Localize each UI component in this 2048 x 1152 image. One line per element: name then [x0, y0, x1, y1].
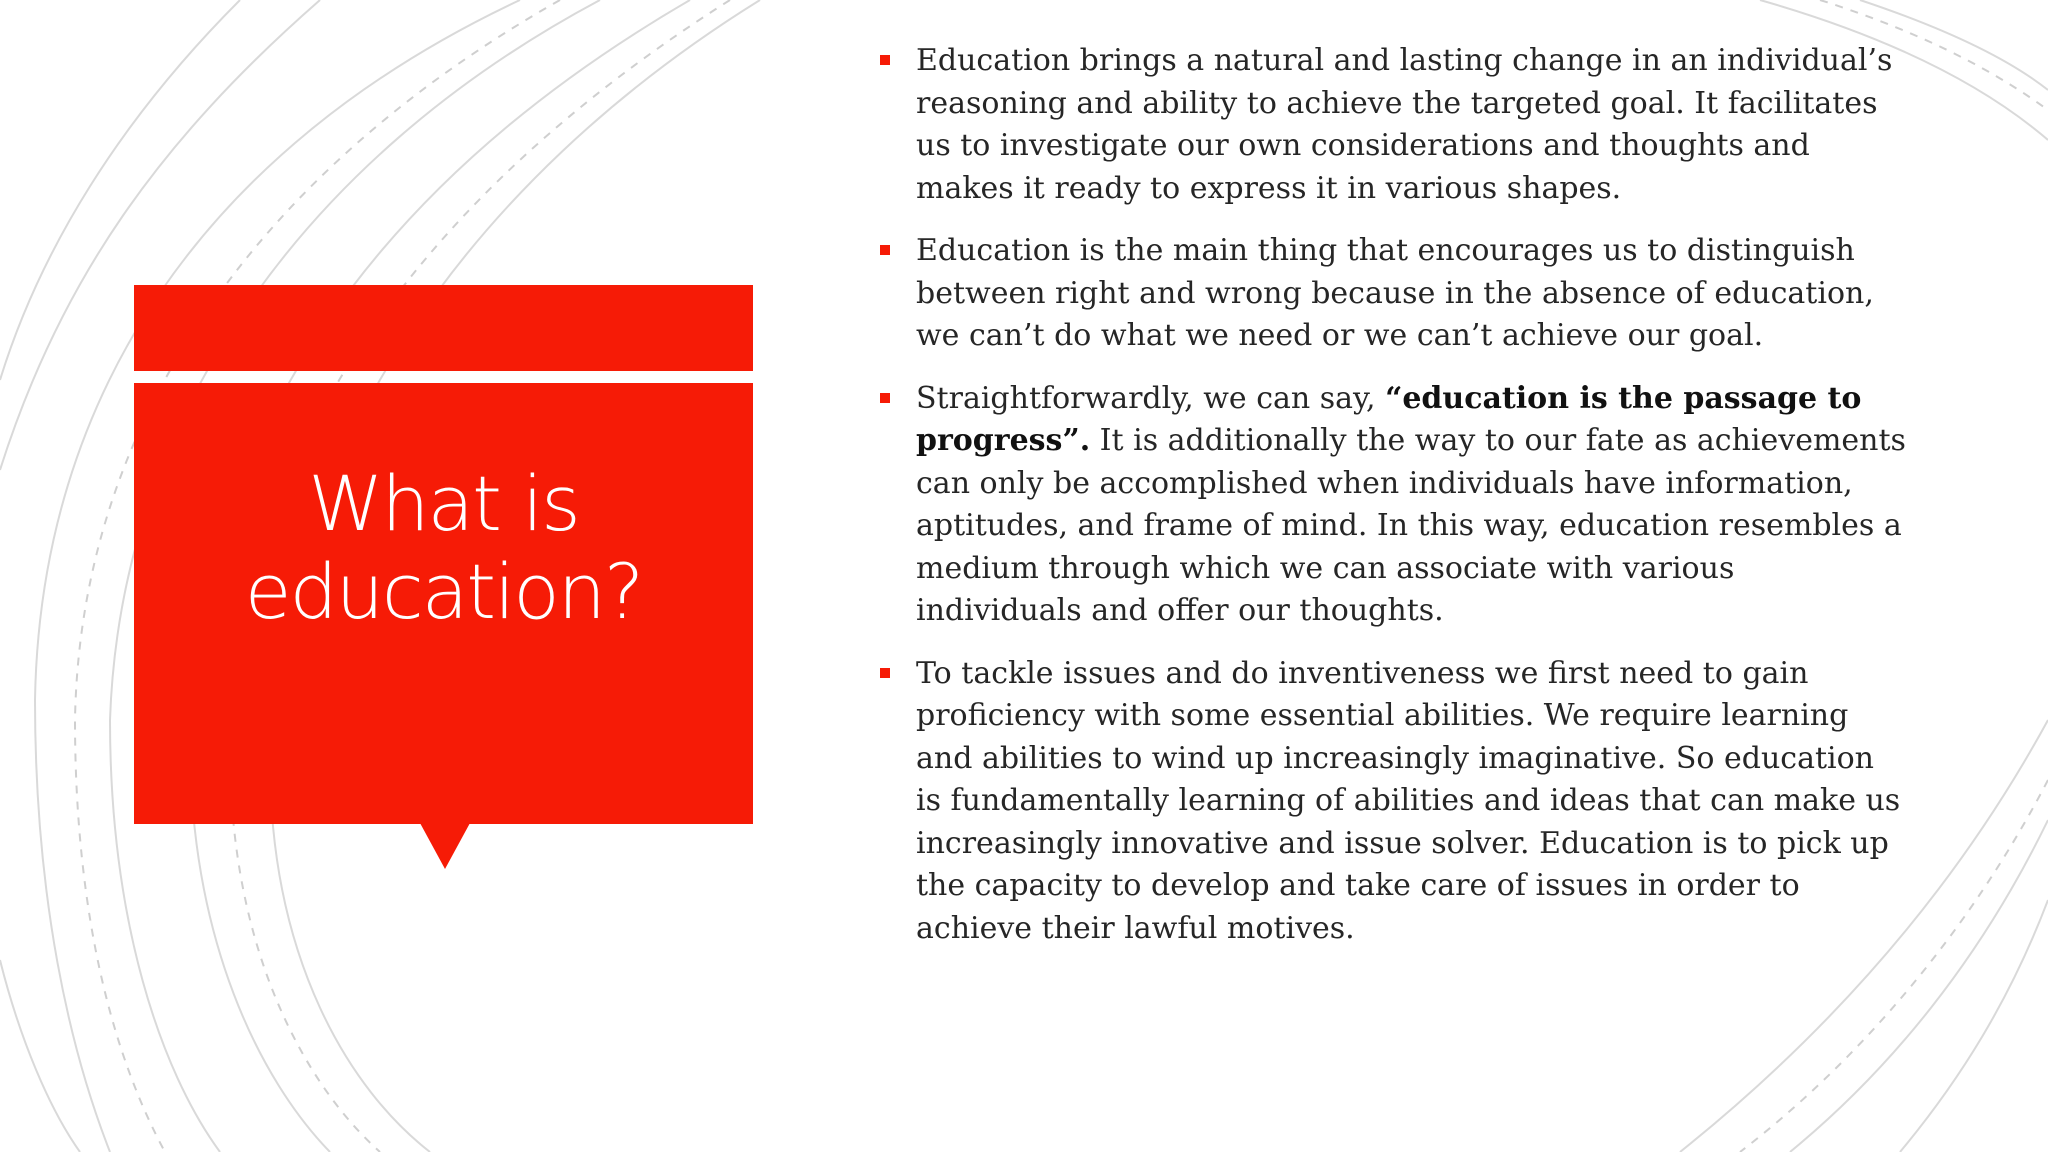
bullet-item — [876, 653, 1906, 951]
bullet-item — [876, 40, 1906, 210]
bullet-list — [876, 40, 1906, 970]
slide-title — [134, 460, 753, 636]
bullet-text-before: Straightforwardly, we can say, — [916, 380, 1386, 416]
title-line-1: What is — [308, 459, 579, 548]
square-bullet-icon — [880, 393, 890, 403]
bullet-text: Education is the main thing that encourages us to distinguish between right and wrong because in the absence of education, we can’t do what we need or we can’t achieve our goal. — [916, 233, 1874, 353]
bullet-text: Education brings a natural and lasting change in an individual’s reasoning and ability to achieve the targeted goal. It facilitates us to investigate our own considerations and thoughts and makes it ready to express it in various shapes. — [916, 43, 1893, 206]
square-bullet-icon — [880, 55, 890, 65]
square-bullet-icon — [880, 668, 890, 678]
bullet-quote-bold: “education is the passage to progress”. — [916, 380, 1862, 458]
accent-bar — [134, 285, 753, 371]
callout-pointer — [420, 823, 470, 869]
bullet-item — [876, 230, 1906, 358]
bullet-text — [916, 381, 1906, 629]
bullet-text: To tackle issues and do inventiveness we first need to gain proficiency with some essential abilities. We require learning and abilities to wind up increasingly imaginative. So education is fundamentally learning of abilities and ideas that can make us increasingly innovative and issue solver. Education is to pick up the capacity to develop and take care of issues in order to achieve their lawful motives. — [916, 655, 1901, 946]
title-line-2: education? — [244, 547, 643, 636]
bullet-text-after: It is additionally the way to our fate as achievements can only be accomplished when individuals have information, aptitudes, and frame of mind. In this way, education resembles a medium through which we can associate with various individuals and offer our thoughts. — [916, 423, 1906, 628]
square-bullet-icon — [880, 245, 890, 255]
bullet-item — [876, 378, 1906, 633]
